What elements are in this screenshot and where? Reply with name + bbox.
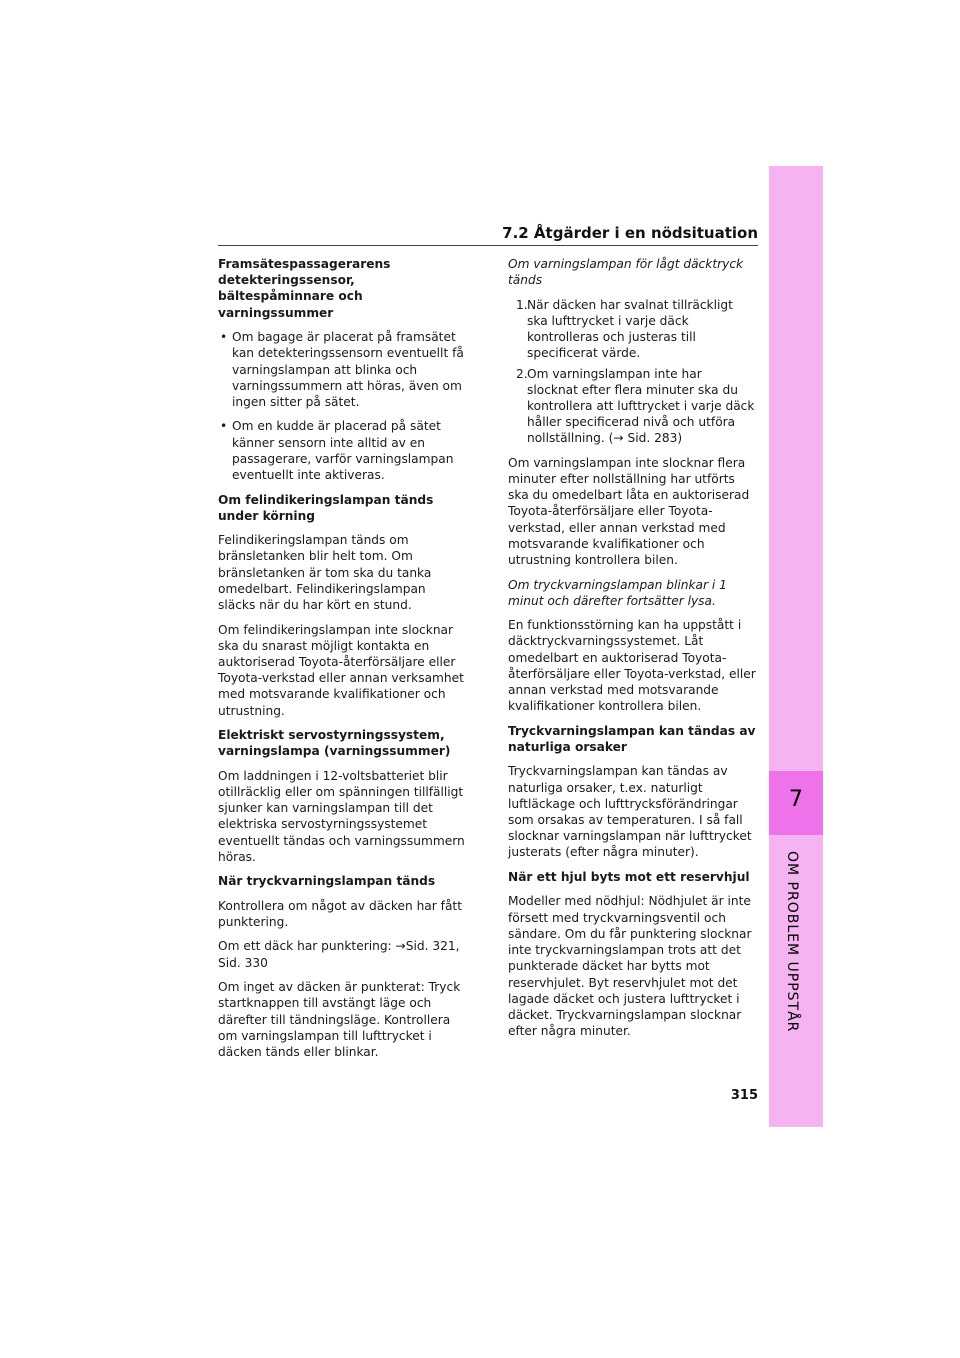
italic-heading-blinking: Om tryckvarningslampan blinkar i 1 minut och därefter fortsätter lysa. [508, 577, 727, 608]
item-number: 2. [516, 366, 528, 381]
page-number: 315 [730, 1088, 758, 1103]
paragraph-page-reference: Om ett däck har punktering: →Sid. 321, Sid. 330 [218, 939, 460, 970]
right-column [508, 256, 756, 1048]
paragraph: En funktionsstörning kan ha uppstått i däcktryckvarningssystemet. Låt omedelbart en auktoriserad Toyota-återförsäljare eller Toyota-verkstad, eller annan verkstad med motsvarande kvalifikationer kontrollera bilen. [508, 618, 756, 714]
left-column [218, 256, 466, 1069]
paragraph: Kontrollera om något av däcken har fått punktering. [218, 898, 462, 929]
paragraph: Modeller med nödhjul: Nödhjulet är inte försett med tryckvarningsventil och sändare. Om du får punktering slocknar inte tryckvarningslampan trots att det punkterade däcket har bytts mot reservhjulet. Byt reservhjulet mot det lagade däcket och justera lufttrycket i däcket. Tryckvarningslampan slocknar efter några minuter. [508, 894, 752, 1039]
paragraph: Om laddningen i 12-voltsbatteriet blir otillräcklig eller om spänningen tillfälligt sjunker kan varningslampan till det elektriska servostyrningssystemet eventuellt tändas och varningssummern höras. [218, 768, 465, 864]
heading-spare-wheel: När ett hjul byts mot ett reservhjul [508, 869, 750, 884]
heading-power-steering: Elektriskt servostyrningssystem, varningslampa (varningssummer) [218, 728, 451, 759]
italic-heading-low-pressure: Om varningslampan för lågt däcktryck tänds [508, 257, 744, 288]
paragraph: Om inget av däcken är punkterat: Tryck startknappen till avstängt läge och därefter till tändningsläge. Kontrollera om varningslampan till lufttrycket i däcken tänds eller blinkar. [218, 980, 461, 1059]
paragraph: Om felindikeringslampan inte slocknar ska du snarast möjligt kontakta en auktoriserad Toyota-återförsäljare eller Toyota-verkstad eller annan verksamhet med motsvarande kvalifikationer och utrustning. [218, 622, 464, 718]
heading-natural-causes: Tryckvarningslampan kan tändas av naturliga orsaker [508, 723, 756, 754]
chapter-number: 7 [789, 787, 803, 812]
paragraph: Tryckvarningslampan kan tändas av naturliga orsaker, t.ex. naturligt luftläckage och lufttrycksförändringar som orsakas av temperaturen. I så fall slocknar varningslampan när lufttrycket justerats (efter några minuter). [508, 764, 752, 860]
heading-passenger-sensor: Framsätespassagerarens detekteringssensor, bältespåminnare och varningssummer [218, 257, 391, 320]
heading-malfunction-lamp: Om felindikeringslampan tänds under körning [218, 492, 434, 523]
paragraph: Om varningslampan inte slocknar flera minuter efter nollställning har utförts ska du omedelbart låta en auktoriserad Toyota-återförsäljare eller Toyota-verkstad, eller annan verkstad med motsvarande kvalifikationer och utrustning kontrollera bilen. [508, 455, 750, 568]
item-text: När däcken har svalnat tillräckligt ska lufttrycket i varje däck kontrolleras och justeras till specificerat värde. [527, 297, 733, 361]
chapter-side-tab [769, 166, 823, 1127]
chapter-title: OM PROBLEM UPPSTÅR [784, 851, 800, 1033]
numbered-item [508, 366, 756, 447]
bullet-cushion: • Om en kudde är placerad på sätet känner sensorn inte alltid av en passagerare, varför varningslampan eventuellt inte aktiveras. [218, 418, 466, 483]
heading-pressure-lamp: När tryckvarningslampan tänds [218, 874, 436, 889]
paragraph: Felindikeringslampan tänds om bränsletanken blir helt tom. Om bränsletanken är tom ska du tanka omedelbart. Felindikeringslampan släcks när du har kört en stund. [218, 533, 432, 613]
item-text: Om varningslampan inte har slocknat efter flera minuter ska du kontrollera att lufttrycket i varje däck håller specificerad nivå och utföra nollställning. (→ Sid. 283) [527, 366, 755, 446]
section-header: 7.2 Åtgärder i en nödsituation [218, 224, 758, 246]
bullet-luggage: • Om bagage är placerat på framsätet kan detekteringssensorn eventuellt få varningslampan att blinka och varningssummern att höras, även om ingen sitter på sätet. [218, 329, 466, 410]
numbered-item [508, 297, 756, 362]
item-number: 1. [516, 297, 528, 312]
